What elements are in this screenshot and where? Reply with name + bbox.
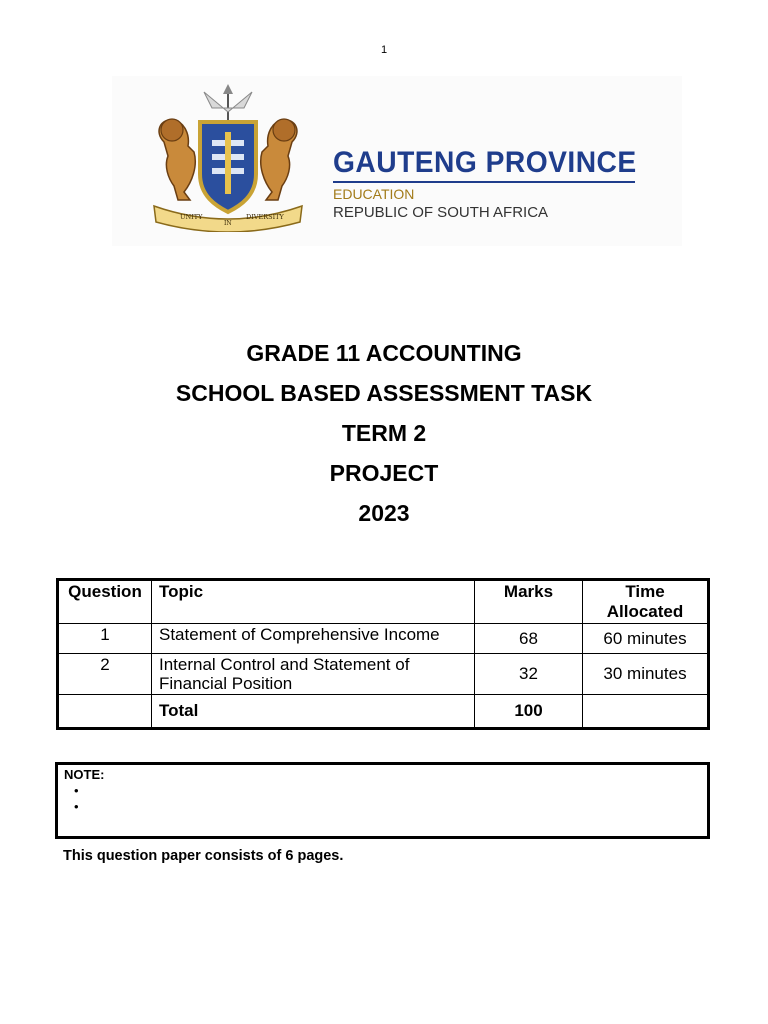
title-project: PROJECT [329,460,439,486]
note-bullet: • [74,783,79,798]
note-box [55,762,710,839]
header-marks: Marks [475,580,583,624]
cell-topic-line2: Financial Position [159,674,293,693]
total-marks: 100 [475,695,583,729]
table-row [58,624,709,654]
header-question: Question [58,580,152,624]
letterhead [112,76,682,246]
motto-unity: UNITY [180,213,203,221]
department-name: EDUCATION [333,186,415,202]
cell-topic-line1: Internal Control and Statement of [159,655,410,674]
org-name: GAUTENG PROVINCE [333,146,637,179]
header-topic: Topic [152,580,475,624]
cell-topic: Statement of Comprehensive Income [152,624,475,654]
note-bullet: • [74,799,79,814]
total-row [58,695,709,729]
title-term: TERM 2 [341,420,427,446]
cell-time: 60 minutes [583,624,709,654]
cell-marks: 32 [475,654,583,695]
table-row [58,654,709,695]
cell-question-empty [58,695,152,729]
marks-table [56,578,710,730]
title-grade: GRADE 11 ACCOUNTING [246,340,522,366]
title-block [0,338,768,538]
cell-question: 1 [58,624,152,654]
note-label: NOTE: [64,767,105,782]
cell-marks: 68 [475,624,583,654]
table-header-row [58,580,709,624]
page-count-note: This question paper consists of 6 pages. [63,848,344,864]
title-task: SCHOOL BASED ASSESSMENT TASK [175,380,593,406]
cell-question: 2 [58,654,152,695]
coat-of-arms-logo [134,82,322,232]
motto-in: IN [224,220,232,227]
country-name: REPUBLIC OF SOUTH AFRICA [333,204,549,221]
title-year: 2023 [358,500,410,526]
org-name-underline [333,181,635,183]
cell-topic [152,654,475,695]
total-label: Total [152,695,475,729]
cell-time-empty [583,695,709,729]
cell-time: 30 minutes [583,654,709,695]
header-time [583,580,709,624]
header-time-line2: Allocated [606,602,684,621]
motto-diversity: DIVERSITY [246,213,284,221]
header-time-line1: Time [625,582,665,601]
page-number: 1 [380,44,388,56]
